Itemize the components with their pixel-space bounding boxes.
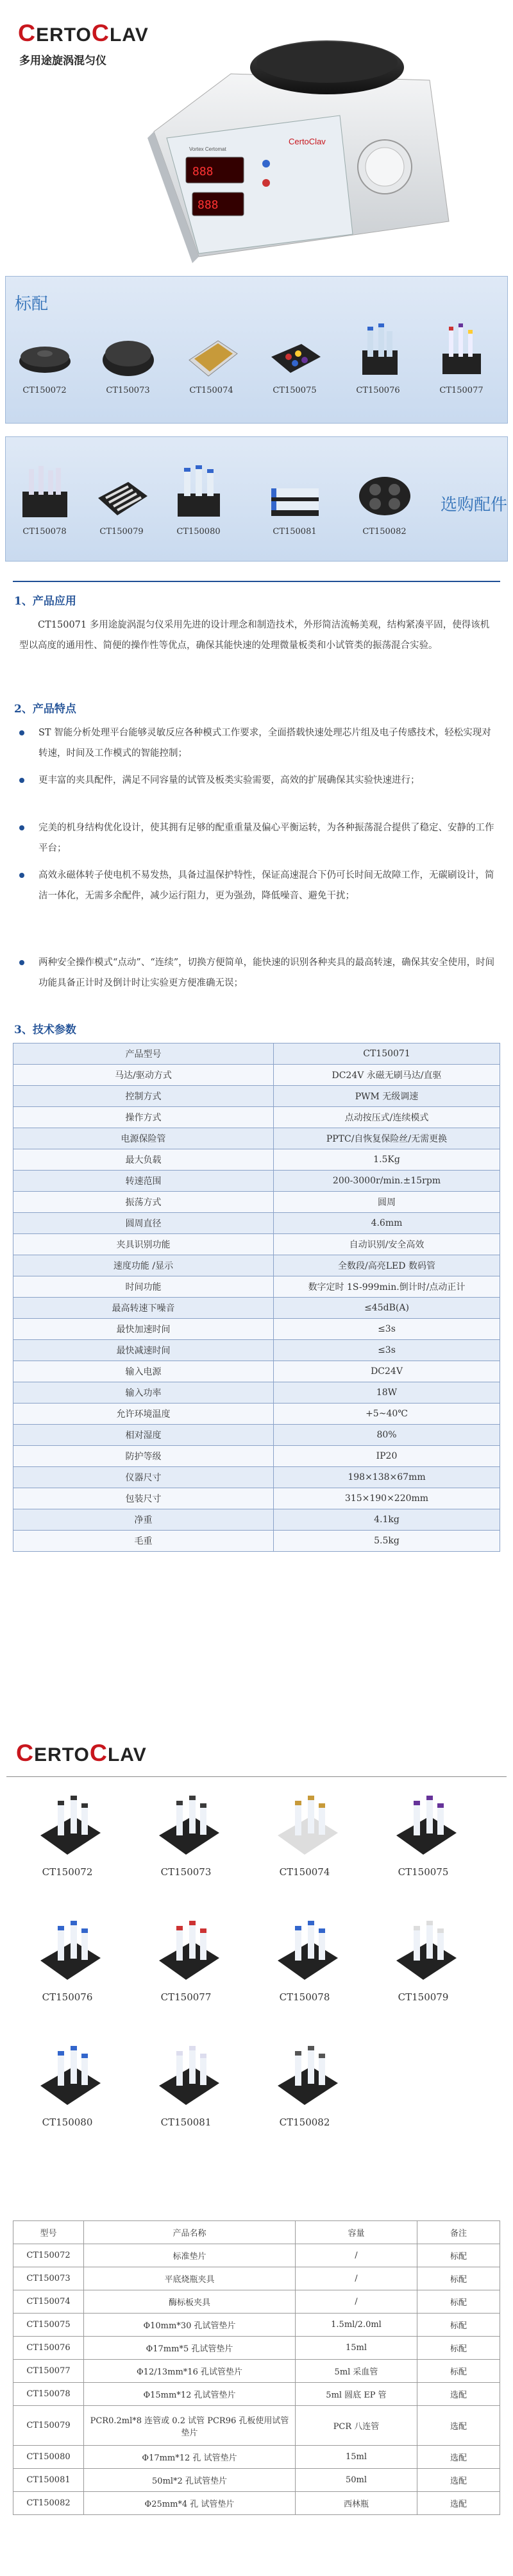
list-cell: 标准垫片: [84, 2244, 296, 2267]
spec-row: [13, 1213, 500, 1234]
gallery-item: [369, 1790, 478, 1893]
list-cell: 标配: [417, 2360, 500, 2383]
accessory-list-table: [13, 2220, 500, 2515]
list-cell: CT150080: [13, 2446, 84, 2469]
accessory-image: [391, 1916, 462, 1986]
list-row: [13, 2267, 500, 2290]
accessory-label: CT150078: [279, 1991, 330, 2003]
accessory-image: [154, 2041, 224, 2111]
spec-label: 电源保险管: [13, 1128, 274, 1149]
accessory-label: CT150076: [42, 1991, 93, 2003]
spec-value: 数字定时 1S-999min.倒计时/点动正计: [274, 1276, 500, 1298]
svg-text:CertoClav: CertoClav: [289, 137, 326, 146]
spec-label: 时间功能: [13, 1276, 274, 1298]
accessory-label: CT150080: [42, 2117, 93, 2128]
list-cell: CT150075: [13, 2314, 84, 2337]
tube-pad-image: [16, 463, 74, 524]
accessory-label: CT150076: [356, 386, 400, 395]
spec-row: [13, 1509, 500, 1531]
spec-label: 防护等级: [13, 1446, 274, 1467]
spec-row: [13, 1276, 500, 1298]
feature-item: ST 智能分析处理平台能够灵敏反应各种模式工作要求，全面搭载快速处理芯片组及电子传感技术，轻松实现对转速，时间及工作模式的智能控制；: [19, 723, 497, 764]
spec-value: 5.5kg: [274, 1531, 500, 1552]
list-row: [13, 2383, 500, 2406]
accessory-item: [11, 322, 78, 405]
accessory-item: [261, 322, 328, 405]
list-cell: /: [296, 2267, 417, 2290]
spec-row: [13, 1255, 500, 1276]
list-cell: CT150072: [13, 2244, 84, 2267]
spec-label: 最高转速下噪音: [13, 1298, 274, 1319]
accessory-label: CT150072: [22, 386, 67, 395]
list-cell: 5ml 采血管: [296, 2360, 417, 2383]
section-divider: [13, 581, 500, 582]
list-cell: CT150078: [13, 2383, 84, 2406]
spec-label: 振荡方式: [13, 1192, 274, 1213]
accessory-image: [273, 1790, 343, 1861]
tube-pad-image: [170, 463, 228, 524]
vial-pad-image: [356, 463, 414, 524]
list-row: [13, 2446, 500, 2469]
list-cell: CT150074: [13, 2290, 84, 2314]
accessory-image: [154, 1790, 224, 1861]
spec-label: 控制方式: [13, 1086, 274, 1107]
list-cell: 标配: [417, 2314, 500, 2337]
list-cell: CT150077: [13, 2360, 84, 2383]
divider: [6, 1776, 507, 1777]
tube-pad-image: [349, 322, 407, 382]
tube-pad-image: [433, 322, 491, 382]
list-cell: /: [296, 2244, 417, 2267]
accessory-label: CT150079: [398, 1991, 449, 2003]
spec-label: 产品型号: [13, 1043, 274, 1065]
list-cell: Φ12/13mm*16 孔试管垫片: [84, 2360, 296, 2383]
list-cell: Φ17mm*5 孔试管垫片: [84, 2337, 296, 2360]
vortex-mixer-image: [128, 29, 462, 266]
list-header: 型号: [13, 2221, 84, 2244]
accessory-image: [391, 1790, 462, 1861]
product-subtitle: 多用途旋涡混匀仪: [19, 55, 106, 67]
gallery-item: [13, 1916, 122, 2018]
accessory-label: CT150073: [106, 386, 150, 395]
list-cell: 选配: [417, 2383, 500, 2406]
brand-logo: CERTOCLAV: [18, 19, 149, 46]
accessory-item: [428, 322, 495, 405]
list-row: [13, 2244, 500, 2267]
flask-holder-image: [99, 322, 157, 382]
accessory-label: CT150077: [439, 386, 484, 395]
spec-value: ≤3s: [274, 1340, 500, 1361]
spec-row: [13, 1107, 500, 1128]
gallery-item: [131, 2041, 240, 2143]
feature-item: 高效永磁体转子使电机不易发热，具备过温保护特性，保证高速混合下仍可长时间无故障工作，无碳刷设计，简洁一体化，无需多余配件，减少运行阻力，更为强劲，降低噪音、避免干扰；: [19, 865, 497, 906]
list-header: 产品名称: [84, 2221, 296, 2244]
spec-row: [13, 1467, 500, 1488]
spec-value: 200-3000r/min.±15rpm: [274, 1171, 500, 1192]
spec-label: 操作方式: [13, 1107, 274, 1128]
list-row: [13, 2290, 500, 2314]
accessory-image: [154, 1916, 224, 1986]
spec-row: [13, 1531, 500, 1552]
spec-label: 允许环境温度: [13, 1404, 274, 1425]
application-text: CT150071 多用途旋涡混匀仪采用先进的设计理念和制造技术，外形简洁流畅美观，结构紧凑平固，使得该机型以高度的通用性、简便的操作性等优点，确保其能快速的处理微量板类和小试管类的振荡混合实验。: [19, 620, 490, 651]
list-cell: /: [296, 2290, 417, 2314]
spec-row: [13, 1128, 500, 1149]
accessory-label: CT150072: [42, 1866, 93, 1878]
list-row: [13, 2337, 500, 2360]
spec-value: 198×138×67mm: [274, 1467, 500, 1488]
list-cell: 标配: [417, 2337, 500, 2360]
list-cell: Φ17mm*12 孔 试管垫片: [84, 2446, 296, 2469]
spec-value: 80%: [274, 1425, 500, 1446]
accessory-item: [261, 463, 328, 546]
brand-logo: CERTOCLAV: [16, 1739, 147, 1766]
spec-value: ≤45dB(A): [274, 1298, 500, 1319]
accessory-label: CT150079: [99, 527, 144, 537]
accessory-image: [35, 2041, 106, 2111]
spec-value: ≤3s: [274, 1319, 500, 1340]
list-cell: 50ml: [296, 2469, 417, 2492]
accessory-item: [94, 322, 162, 405]
spec-row: [13, 1043, 500, 1065]
list-cell: 1.5ml/2.0ml: [296, 2314, 417, 2337]
feature-item: 完美的机身结构优化设计，使其拥有足够的配重重量及偏心平衡运转，为各种振荡混合提供了稳定、安静的工作平台；: [19, 818, 497, 859]
spec-row: [13, 1446, 500, 1467]
spec-value: 315×190×220mm: [274, 1488, 500, 1509]
spec-label: 输入电源: [13, 1361, 274, 1382]
feature-item: 两种安全操作模式“点动”、“连续”，切换方便简单，能快速的识别各种夹具的最高转速，确保其安全使用，时间功能具备正计时及倒计时让实验更方便准确无误；: [19, 952, 497, 993]
spec-label: 包装尺寸: [13, 1488, 274, 1509]
spec-value: DC24V 永磁无刷马达/直驱: [274, 1065, 500, 1086]
spec-row: [13, 1234, 500, 1255]
list-cell: 选配: [417, 2406, 500, 2446]
list-cell: Φ25mm*4 孔 试管垫片: [84, 2492, 296, 2515]
spec-label: 马达/驱动方式: [13, 1065, 274, 1086]
spec-row: [13, 1065, 500, 1086]
spec-value: 全数段/高亮LED 数码管: [274, 1255, 500, 1276]
spec-value: CT150071: [274, 1043, 500, 1065]
spec-label: 夹具识别功能: [13, 1234, 274, 1255]
list-header: 容量: [296, 2221, 417, 2244]
spec-label: 最快减速时间: [13, 1340, 274, 1361]
accessory-label: CT150074: [279, 1866, 330, 1878]
accessory-item: [351, 463, 418, 546]
optional-title: 选购配件: [441, 495, 508, 514]
list-cell: 标配: [417, 2244, 500, 2267]
spec-value: 18W: [274, 1382, 500, 1404]
spec-row: [13, 1361, 500, 1382]
list-row: [13, 2314, 500, 2337]
list-cell: 选配: [417, 2469, 500, 2492]
accessory-image: [273, 2041, 343, 2111]
gallery-item: [131, 1916, 240, 2018]
tube-pad-image: [266, 322, 324, 382]
accessory-item: [88, 463, 155, 546]
accessory-image: [35, 1916, 106, 1986]
spec-value: 圆周: [274, 1192, 500, 1213]
spec-value: IP20: [274, 1446, 500, 1467]
mat-pad-image: [16, 322, 74, 382]
spec-table: [13, 1043, 500, 1552]
spec-label: 相对湿度: [13, 1425, 274, 1446]
accessory-label: CT150078: [22, 527, 67, 537]
spec-value: DC24V: [274, 1361, 500, 1382]
accessory-label: CT150081: [160, 2117, 212, 2128]
spec-label: 毛重: [13, 1531, 274, 1552]
list-cell: CT150079: [13, 2406, 84, 2446]
spec-value: PWM 无级调速: [274, 1086, 500, 1107]
gallery-item: [250, 1790, 359, 1893]
list-cell: Φ10mm*30 孔试管垫片: [84, 2314, 296, 2337]
spec-label: 圆周直径: [13, 1213, 274, 1234]
gallery-item: [250, 1916, 359, 2018]
list-cell: 选配: [417, 2492, 500, 2515]
accessory-label: CT150081: [273, 527, 317, 537]
spec-row: [13, 1149, 500, 1171]
spec-value: 4.6mm: [274, 1213, 500, 1234]
svg-text:Vortex Certomat: Vortex Certomat: [189, 146, 226, 152]
list-cell: CT150073: [13, 2267, 84, 2290]
list-header: 备注: [417, 2221, 500, 2244]
list-cell: 酶标板夹具: [84, 2290, 296, 2314]
standard-accessories-panel: [5, 276, 508, 424]
accessory-item: [344, 322, 412, 405]
list-cell: CT150082: [13, 2492, 84, 2515]
accessory-label: CT150073: [160, 1866, 212, 1878]
list-row: [13, 2360, 500, 2383]
list-cell: 50ml*2 孔试管垫片: [84, 2469, 296, 2492]
spec-value: 点动按压式/连续模式: [274, 1107, 500, 1128]
list-cell: 15ml: [296, 2446, 417, 2469]
feature-item: 更丰富的夹具配件，满足不同容量的试管及板类实验需要，高效的扩展确保其实验快速进行；: [19, 770, 497, 791]
spec-value: 4.1kg: [274, 1509, 500, 1531]
list-cell: Φ15mm*12 孔试管垫片: [84, 2383, 296, 2406]
optional-accessories-panel: [5, 436, 508, 562]
section-title: 1、产品应用: [14, 595, 76, 608]
hero-banner: [0, 0, 513, 270]
spec-value: 1.5Kg: [274, 1149, 500, 1171]
list-row: [13, 2406, 500, 2446]
spec-row: [13, 1404, 500, 1425]
section-title: 2、产品特点: [14, 703, 76, 716]
pcr-pad-image: [93, 463, 151, 524]
spec-value: PPTC/自恢复保险丝/无需更换: [274, 1128, 500, 1149]
accessory-label: CT150075: [398, 1866, 449, 1878]
list-row: [13, 2469, 500, 2492]
svg-text:888: 888: [198, 198, 219, 212]
spec-label: 输入功率: [13, 1382, 274, 1404]
tube-pad-image: [266, 463, 324, 524]
spec-row: [13, 1298, 500, 1319]
spec-label: 速度功能 /显示: [13, 1255, 274, 1276]
spec-label: 最快加速时间: [13, 1319, 274, 1340]
spec-row: [13, 1340, 500, 1361]
gallery-item: [13, 1790, 122, 1893]
spec-value: 自动识别/安全高效: [274, 1234, 500, 1255]
spec-row: [13, 1192, 500, 1213]
list-cell: 15ml: [296, 2337, 417, 2360]
list-cell: 5ml 圆底 EP 管: [296, 2383, 417, 2406]
svg-text:888: 888: [192, 165, 214, 178]
gallery-item: [13, 2041, 122, 2143]
accessory-label: CT150074: [189, 386, 233, 395]
spec-label: 净重: [13, 1509, 274, 1531]
list-cell: 平底烧瓶夹具: [84, 2267, 296, 2290]
list-cell: 标配: [417, 2290, 500, 2314]
spec-row: [13, 1488, 500, 1509]
accessory-image: [273, 1916, 343, 1986]
spec-row: [13, 1382, 500, 1404]
accessory-label: CT150077: [160, 1991, 212, 2003]
list-cell: 选配: [417, 2446, 500, 2469]
list-cell: 西林瓶: [296, 2492, 417, 2515]
accessory-label: CT150080: [176, 527, 221, 537]
spec-row: [13, 1319, 500, 1340]
list-row: [13, 2492, 500, 2515]
accessory-item: [11, 463, 78, 546]
accessory-image: [35, 1790, 106, 1861]
accessory-label: CT150075: [273, 386, 317, 395]
spec-label: 最大负载: [13, 1149, 274, 1171]
list-cell: CT150081: [13, 2469, 84, 2492]
accessory-item: [165, 463, 232, 546]
list-cell: CT150076: [13, 2337, 84, 2360]
spec-label: 仪器尺寸: [13, 1467, 274, 1488]
accessory-item: [178, 322, 245, 405]
accessory-label: CT150082: [362, 527, 407, 537]
list-cell: 标配: [417, 2267, 500, 2290]
spec-row: [13, 1086, 500, 1107]
standard-title: 标配: [15, 294, 49, 313]
accessory-label: CT150082: [279, 2117, 330, 2128]
spec-value: +5~40℃: [274, 1404, 500, 1425]
section-title: 3、技术参数: [14, 1024, 76, 1036]
spec-label: 转速范围: [13, 1171, 274, 1192]
list-cell: PCR 八连管: [296, 2406, 417, 2446]
gallery-item: [369, 1916, 478, 2018]
list-cell: PCR0.2ml*8 连管或 0.2 试管 PCR96 孔板使用试管垫片: [84, 2406, 296, 2446]
spec-row: [13, 1425, 500, 1446]
gallery-item: [250, 2041, 359, 2143]
gallery-item: [131, 1790, 240, 1893]
spec-row: [13, 1171, 500, 1192]
microplate-holder-image: [183, 322, 240, 382]
